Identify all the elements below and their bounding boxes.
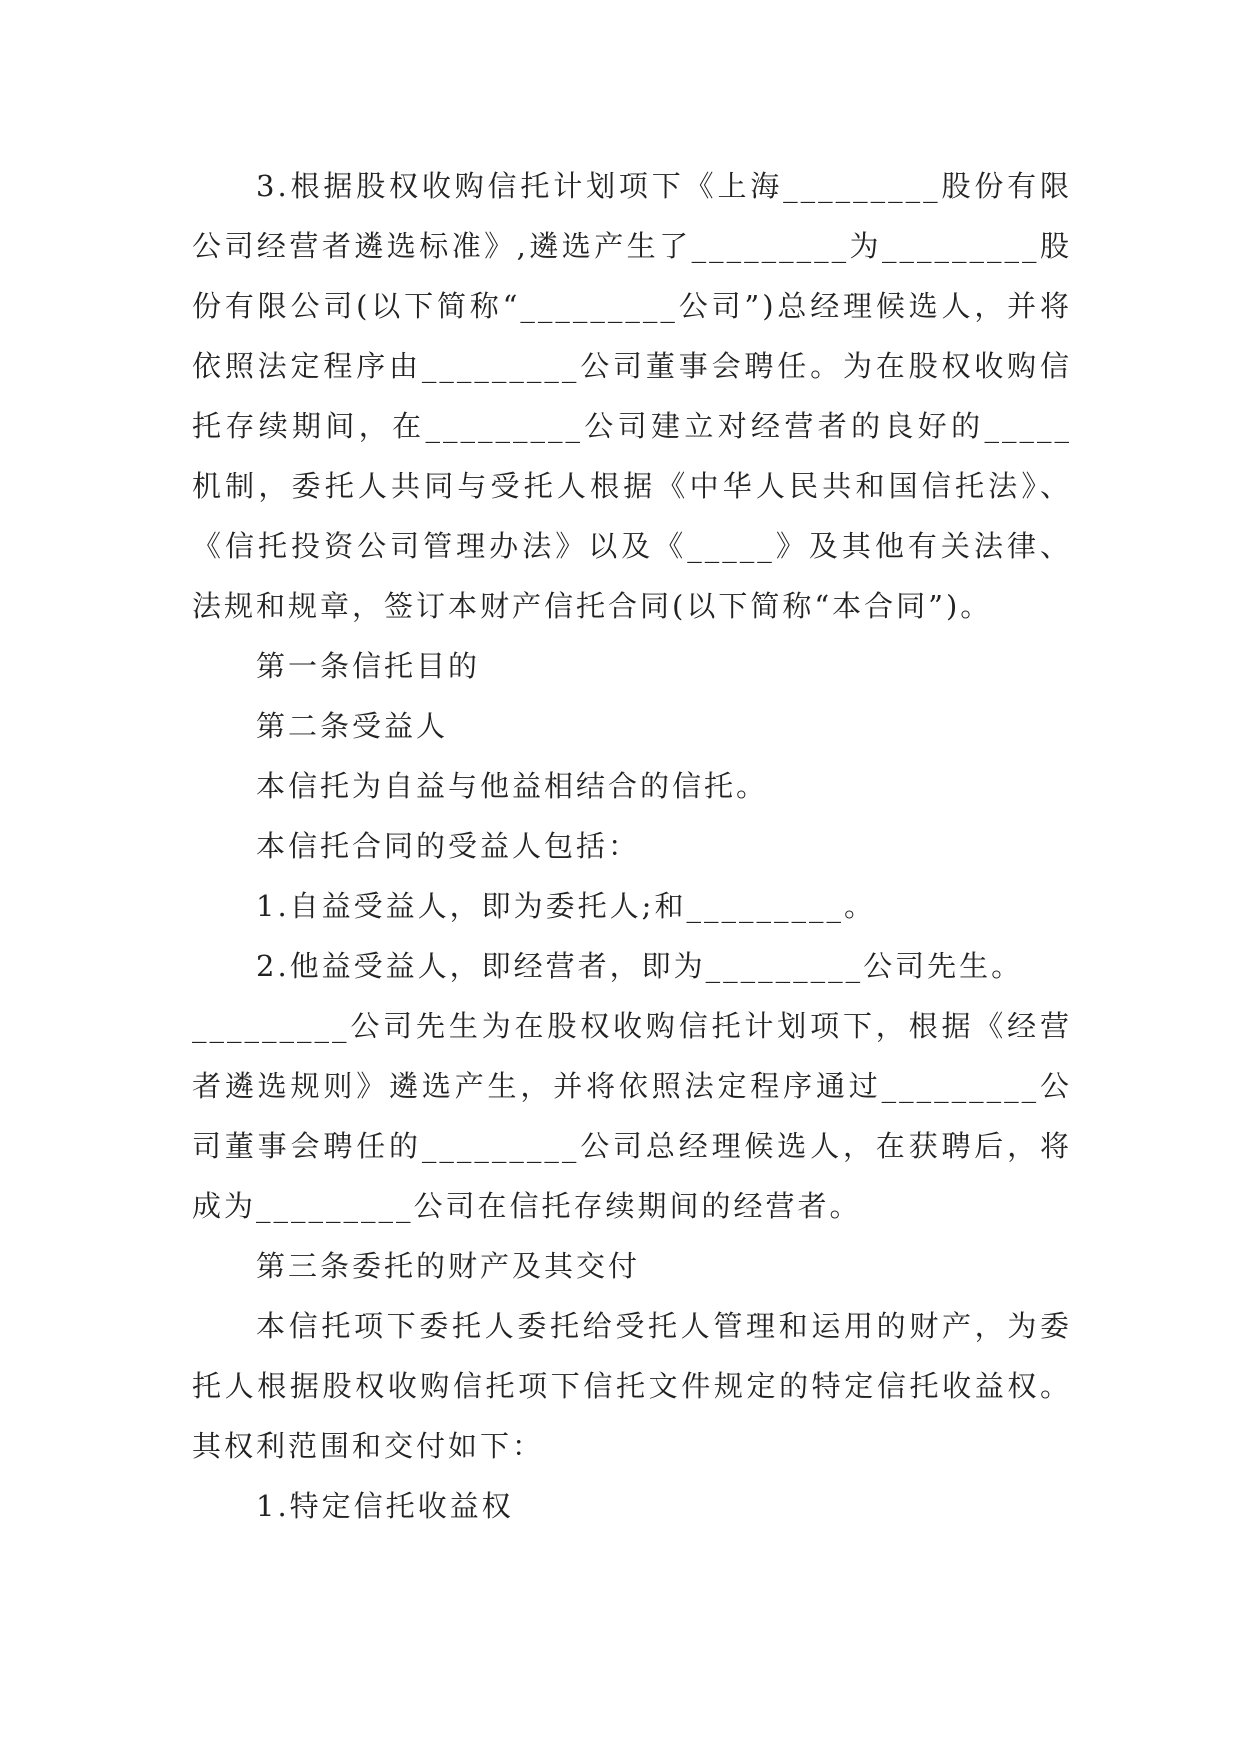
list-item-self-beneficiary: 1.自益受益人，即为委托人;和_________。 — [256, 889, 876, 923]
list-item-other-beneficiary: 2.他益受益人，即经营者，即为_________公司先生。 — [256, 949, 1024, 983]
heading-article-1: 第一条信托目的 — [256, 649, 481, 683]
paragraph-intro: 3.根据股权收购信托计划项下《上海_________股份有限公司经营者遴选标准》,遴选产生了_________为_________股份有限公司(以下简称“_________公司”)总经理候选人，并将依照法定程序由_________公司董事会聘任。为在股权收购信托存续期间，在_________公司建立对经营者的良好的_____机制，委托人共同与受托人根据《中华人民共和国信托法》、《信托投资公司管理办法》以及《_____》及其他有关法律、法规和规章，签订本财产信托合同(以下简称“本合同”)。 — [192, 169, 1072, 623]
paragraph-trust-type: 本信托为自益与他益相结合的信托。 — [256, 769, 769, 803]
paragraph-trust-property: 本信托项下委托人委托给受托人管理和运用的财产，为委托人根据股权收购信托项下信托文件规定的特定信托收益权。其权利范围和交付如下： — [192, 1309, 1072, 1463]
paragraph-manager-selection: _________公司先生为在股权收购信托计划项下，根据《经营者遴选规则》遴选产生，并将依照法定程序通过_________公司董事会聘任的_________公司总经理候选人，在获聘后，将成为_________公司在信托存续期间的经营者。 — [192, 1009, 1072, 1223]
heading-article-3: 第三条委托的财产及其交付 — [256, 1249, 641, 1283]
document-page — [192, 156, 1072, 1536]
paragraph-beneficiaries: 本信托合同的受益人包括： — [256, 829, 641, 863]
heading-article-2: 第二条受益人 — [256, 709, 449, 743]
list-item-specific-rights: 1.特定信托收益权 — [256, 1489, 514, 1523]
